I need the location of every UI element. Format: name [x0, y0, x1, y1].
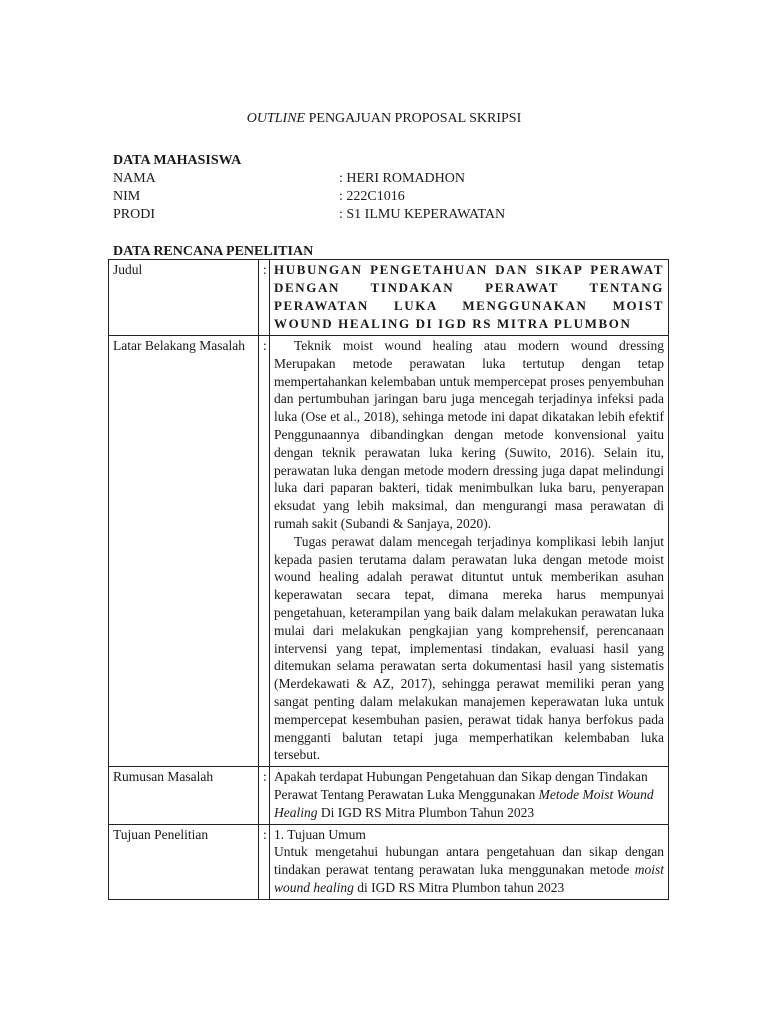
student-nim-value: : 222C1016	[339, 189, 405, 204]
latar-label: Latar Belakang Masalah	[109, 336, 259, 767]
table-row-rumusan-masalah	[109, 767, 669, 824]
table-row-latar-belakang	[109, 336, 669, 767]
rumusan-text-italic: Metode Moist Wound Healing	[274, 786, 654, 820]
tujuan-label: Tujuan Penelitian	[109, 824, 259, 899]
judul-label: Judul	[109, 260, 259, 336]
research-plan-table	[108, 259, 669, 900]
rumusan-separator: :	[259, 767, 270, 824]
judul-separator: :	[259, 260, 270, 336]
latar-paragraph-1: Teknik moist wound healing atau modern wound dressing Merupakan metode perawatan luka tertutup dengan tetap mempertahankan kelembaban untuk mempercepat proses penyembuhan dan pertumbuhan jaringan baru juga mencegah terjadinya infeksi pada luka (Ose et al., 2018), sehinga metode ini dapat dikatakan lebih efektif Penggunaannya dibandingkan dengan metode konvensional yaitu dengan teknik perawatan luka kering (Suwito, 2016). Selain itu, perawatan luka dengan metode modern dressing juga dapat melindungi luka dari paparan bakteri, tidak menimbulkan luka baru, penyerapan eksudat yang lebih maksimal, dan mengurangi masa perawatan di rumah sakit (Subandi & Sanjaya, 2020).	[274, 338, 664, 531]
tujuan-text-a: Untuk mengetahui hubungan antara pengetahuan dan sikap dengan tindakan perawat tentang perawatan luka menggunakan metode	[274, 844, 664, 878]
student-prodi-label: PRODI	[113, 207, 156, 222]
table-row-tujuan-penelitian	[109, 824, 669, 899]
tujuan-item-heading: 1. Tujuan Umum	[274, 826, 366, 842]
title-italic-part: OUTLINE	[246, 111, 306, 126]
rumusan-text	[274, 768, 664, 821]
title-rest: PENGAJUAN PROPOSAL SKRIPSI	[305, 111, 522, 126]
rumusan-text-a: Apakah terdapat Hubungan Pengetahuan dan Sikap dengan Tindakan Perawat Tentang Perawatan Luka Menggunakan	[274, 769, 648, 802]
student-nim-label: NIM	[113, 189, 141, 204]
section-heading-data-mahasiswa: DATA MAHASISWA	[113, 153, 242, 168]
document-title	[0, 110, 768, 128]
rumusan-value-cell	[270, 767, 669, 824]
tujuan-separator: :	[259, 824, 270, 899]
rumusan-text-b: Di IGD RS Mitra Plumbon Tahun 2023	[317, 804, 535, 820]
judul-value-cell	[270, 260, 669, 336]
rumusan-label: Rumusan Masalah	[109, 767, 259, 824]
tujuan-value-cell	[270, 824, 669, 899]
student-name-value: : HERI ROMADHON	[339, 171, 465, 186]
student-prodi-value: : S1 ILMU KEPERAWATAN	[339, 207, 506, 222]
section-heading-data-rencana: DATA RENCANA PENELITIAN	[113, 244, 314, 259]
research-title: HUBUNGAN PENGETAHUAN DAN SIKAP PERAWAT DENGAN TINDAKAN PERAWAT TENTANG PERAWATAN LUKA MENGGUNAKAN MOIST WOUND HEALING DI IGD RS MITRA PLUMBON	[274, 262, 664, 331]
tujuan-text-b: di IGD RS Mitra Plumbon tahun 2023	[353, 879, 565, 895]
tujuan-text-italic: moist wound healing	[274, 862, 664, 895]
table-row-judul	[109, 260, 669, 336]
tujuan-text	[274, 843, 664, 896]
student-name-label: NAMA	[113, 171, 156, 186]
latar-paragraph-2: Tugas perawat dalam mencegah terjadinya komplikasi lebih lanjut kepada pasien terutama dalam perawatan luka dengan metode moist wound healing adalah perawat dituntut untuk memberikan asuhan keperawatan secara tepat, dimana mereka harus mempunyai pengetahuan, keterampilan yang baik dalam melakukan perawatan luka mulai dari melakukan pengkajian yang komprehensif, perencanaan intervensi yang tepat, implementasi tindakan, evaluasi hasil yang ditemukan selama perawatan serta dokumentasi hasil yang sistematis (Merdekawati & AZ, 2017), sehingga perawat memiliki peran yang sangat penting dalam melakukan manajemen keperawatan luka untuk mempercepat kesembuhan pasien, perawat tidak hanya berfokus pada mengganti balutan tetapi juga memperhatikan kelembaban luka tersebut.	[274, 533, 664, 763]
latar-separator: :	[259, 336, 270, 767]
latar-value-cell	[270, 336, 669, 767]
